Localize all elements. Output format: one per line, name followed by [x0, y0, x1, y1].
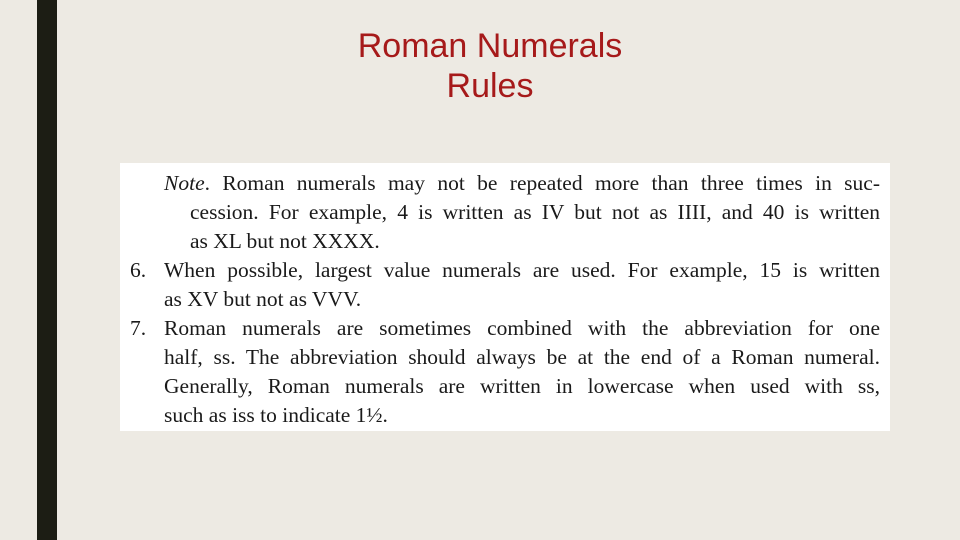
rule-6-number: 6. — [130, 258, 147, 282]
rule-6-line-2: as XV but not as VVV. — [164, 287, 362, 311]
title-line-2: Rules — [446, 67, 534, 105]
note-line-1-text: . Roman numerals may not be repeated more than three times in suc- — [204, 171, 880, 195]
rule-7-line-1: Roman numerals are sometimes combined with the abbreviation for one — [164, 316, 880, 340]
rule-7-line-2: half, ss. The abbreviation should always be at the end of a Roman numeral. — [164, 345, 880, 369]
note-line-3: as XL but not XXXX. — [190, 229, 380, 253]
rule-7-number: 7. — [130, 316, 147, 340]
left-accent-bar — [37, 0, 57, 540]
title-line-1: Roman Numerals — [357, 27, 623, 65]
note-label: Note — [164, 171, 205, 195]
slide-title — [240, 26, 740, 106]
rule-7-line-4: such as iss to indicate 1½. — [164, 403, 388, 427]
rule-6-line-1: When possible, largest value numerals are used. For example, 15 is written — [164, 258, 880, 282]
note-line-1 — [164, 169, 880, 198]
note-line-2: cession. For example, 4 is written as IV but not as IIII, and 40 is written — [190, 200, 880, 224]
rule-7-line-3: Generally, Roman numerals are written in lowercase when used with ss, — [164, 374, 880, 398]
rules-text-panel — [120, 163, 890, 431]
